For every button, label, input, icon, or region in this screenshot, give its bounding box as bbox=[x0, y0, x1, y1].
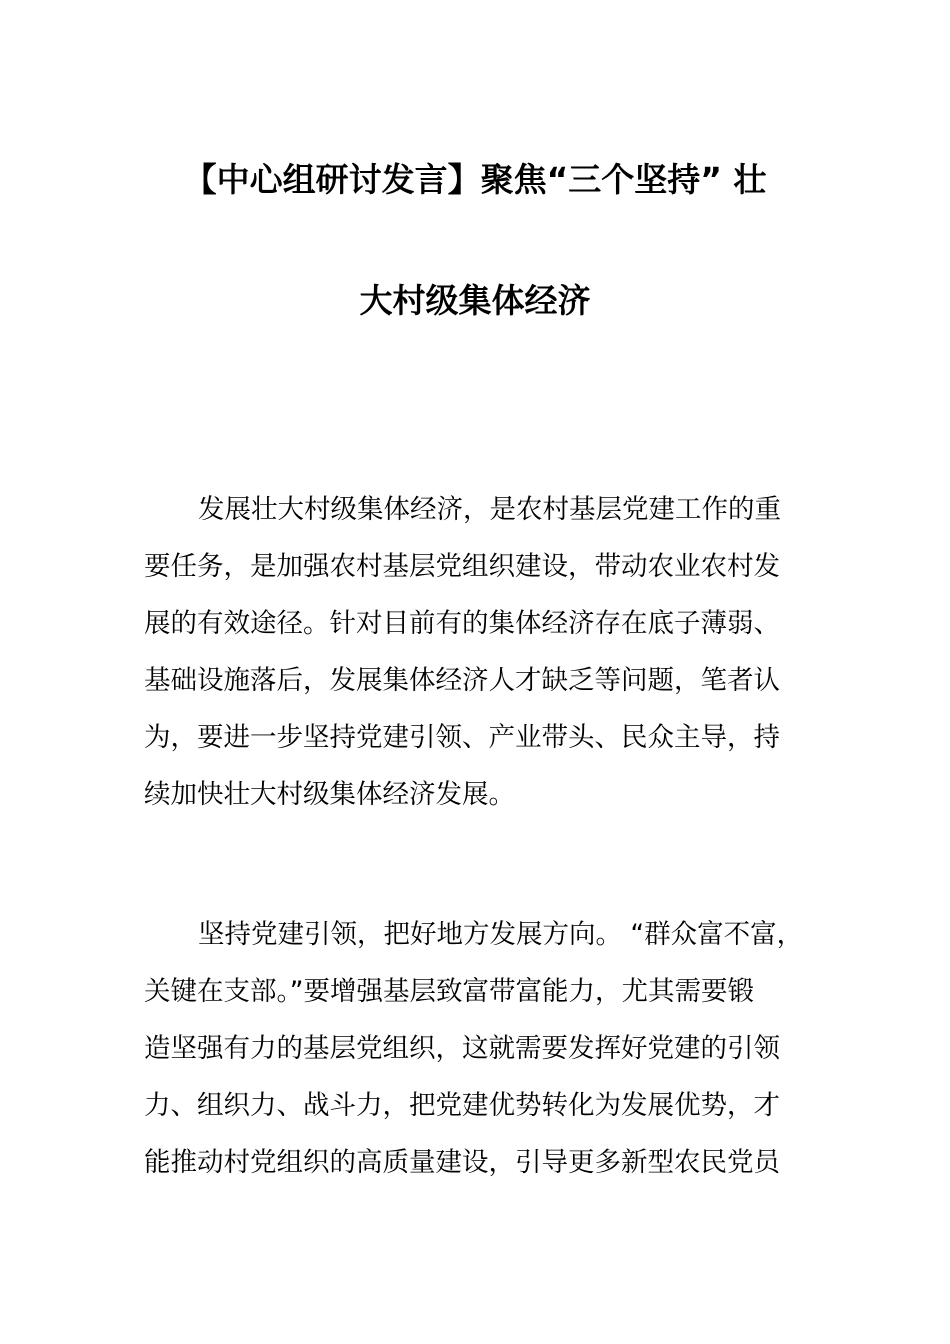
document-title-line-1: 【中心组研讨发言】聚焦“三个坚持” 壮 bbox=[183, 160, 767, 199]
paragraph-1-line-6: 续加快壮大村级集体经济发展。 bbox=[144, 779, 515, 810]
paragraph-2-line-5: 能推动村党组织的高质量建设，引导更多新型农民党员 bbox=[144, 1147, 780, 1178]
paragraph-2-line-2: 关键在支部。”要增强基层致富带富能力，尤其需要锻 bbox=[144, 976, 754, 1007]
paragraph-1-line-3: 展的有效途径。针对目前有的集体经济存在底子薄弱、 bbox=[144, 608, 780, 639]
paragraph-1-line-5: 为，要进一步坚持党建引领、产业带头、民众主导，持 bbox=[144, 722, 780, 753]
paragraph-1-line-2: 要任务，是加强农村基层党组织建设，带动农业农村发 bbox=[144, 551, 780, 582]
paragraph-1-line-4: 基础设施落后，发展集体经济人才缺乏等问题，笔者认 bbox=[144, 665, 780, 696]
paragraph-2-line-1: 坚持党建引领，把好地方发展方向。 “群众富不富， bbox=[198, 919, 804, 950]
document-title-line-2: 大村级集体经济 bbox=[359, 281, 591, 320]
paragraph-2-line-4: 力、组织力、战斗力，把党建优势转化为发展优势，才 bbox=[144, 1090, 780, 1121]
paragraph-2-line-3: 造坚强有力的基层党组织，这就需要发挥好党建的引领 bbox=[144, 1033, 780, 1064]
paragraph-1-line-1: 发展壮大村级集体经济，是农村基层党建工作的重 bbox=[198, 494, 781, 525]
